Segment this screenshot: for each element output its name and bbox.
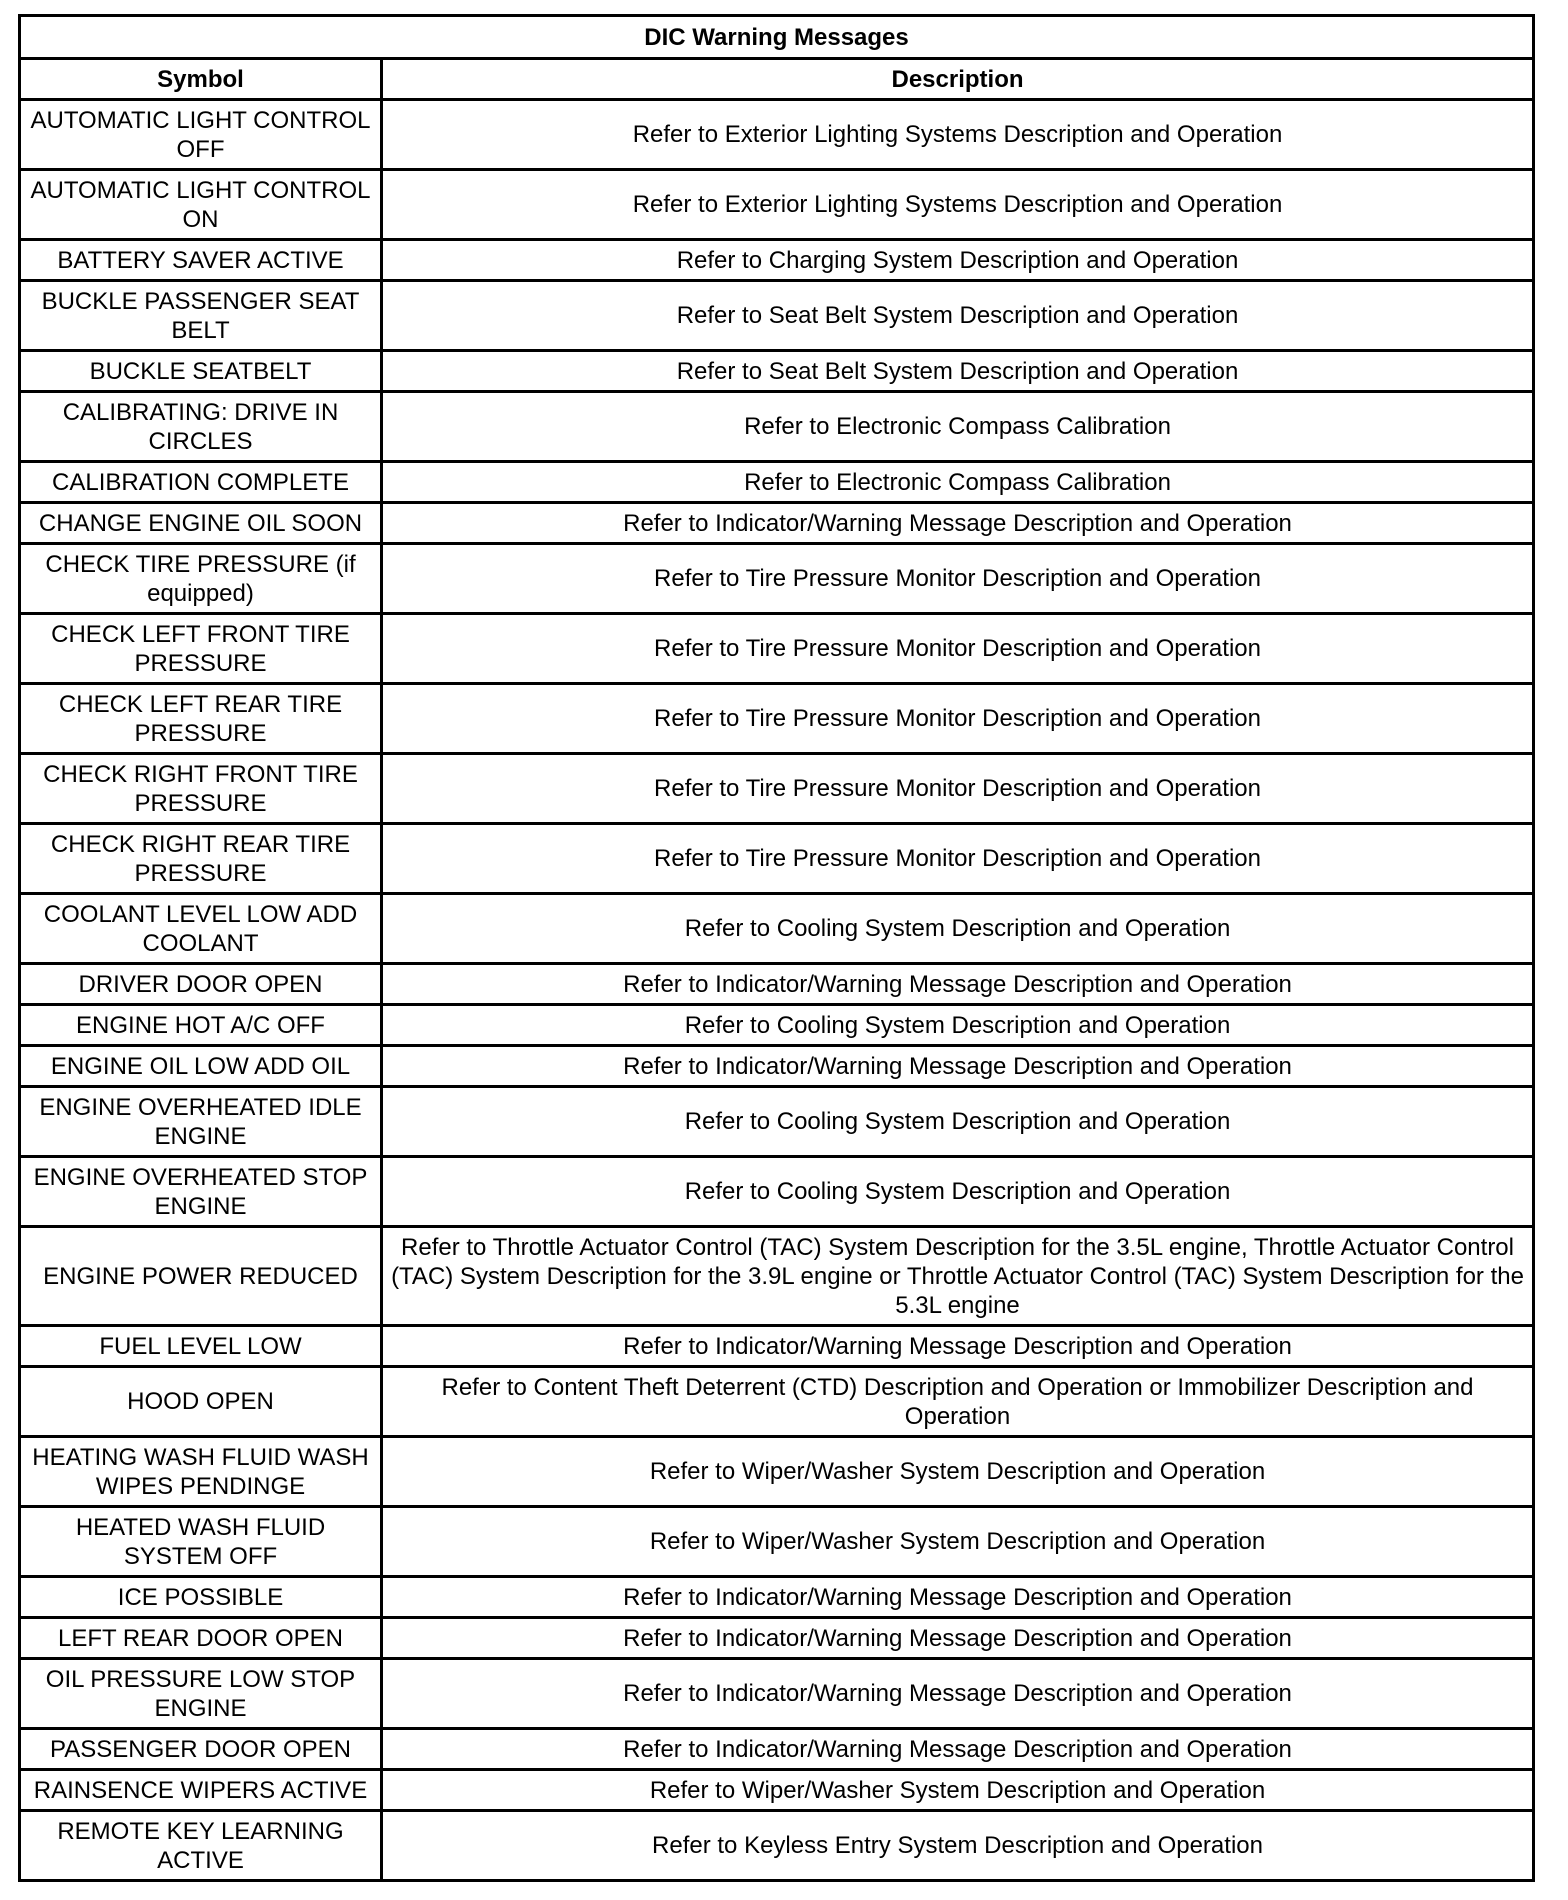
symbol-cell: FUEL LEVEL LOW bbox=[20, 1326, 382, 1367]
description-cell: Refer to Tire Pressure Monitor Description and Operation bbox=[382, 754, 1534, 824]
symbol-cell: AUTOMATIC LIGHT CONTROL ON bbox=[20, 170, 382, 240]
table-row bbox=[20, 754, 1534, 824]
description-cell: Refer to Wiper/Washer System Description and Operation bbox=[382, 1507, 1534, 1577]
description-cell: Refer to Indicator/Warning Message Description and Operation bbox=[382, 1577, 1534, 1618]
symbol-cell: BATTERY SAVER ACTIVE bbox=[20, 240, 382, 281]
description-cell: Refer to Indicator/Warning Message Description and Operation bbox=[382, 1729, 1534, 1770]
table-row bbox=[20, 1227, 1534, 1326]
description-cell: Refer to Content Theft Deterrent (CTD) Description and Operation or Immobilizer Description and Operation bbox=[382, 1367, 1534, 1437]
table-row bbox=[20, 503, 1534, 544]
symbol-cell: CHECK TIRE PRESSURE (if equipped) bbox=[20, 544, 382, 614]
table-row bbox=[20, 1326, 1534, 1367]
symbol-cell: PASSENGER DOOR OPEN bbox=[20, 1729, 382, 1770]
column-header-symbol: Symbol bbox=[20, 59, 382, 100]
symbol-cell: ENGINE OIL LOW ADD OIL bbox=[20, 1046, 382, 1087]
table-row bbox=[20, 684, 1534, 754]
table-row bbox=[20, 1729, 1534, 1770]
symbol-cell: CALIBRATING: DRIVE IN CIRCLES bbox=[20, 392, 382, 462]
symbol-cell: CHECK LEFT REAR TIRE PRESSURE bbox=[20, 684, 382, 754]
table-row bbox=[20, 351, 1534, 392]
symbol-cell: CHECK RIGHT REAR TIRE PRESSURE bbox=[20, 824, 382, 894]
table-row bbox=[20, 1367, 1534, 1437]
symbol-cell: CALIBRATION COMPLETE bbox=[20, 462, 382, 503]
table-row bbox=[20, 1618, 1534, 1659]
description-cell: Refer to Wiper/Washer System Description and Operation bbox=[382, 1437, 1534, 1507]
symbol-cell: ICE POSSIBLE bbox=[20, 1577, 382, 1618]
table-row bbox=[20, 1577, 1534, 1618]
table-row bbox=[20, 1437, 1534, 1507]
table-title-row bbox=[20, 16, 1534, 59]
table-title: DIC Warning Messages bbox=[20, 16, 1534, 59]
table-row bbox=[20, 1811, 1534, 1881]
table-row bbox=[20, 1770, 1534, 1811]
table-row bbox=[20, 614, 1534, 684]
symbol-cell: ENGINE HOT A/C OFF bbox=[20, 1005, 382, 1046]
symbol-cell: CHANGE ENGINE OIL SOON bbox=[20, 503, 382, 544]
table-row bbox=[20, 1659, 1534, 1729]
symbol-cell: HEATING WASH FLUID WASH WIPES PENDINGE bbox=[20, 1437, 382, 1507]
description-cell: Refer to Indicator/Warning Message Description and Operation bbox=[382, 1326, 1534, 1367]
description-cell: Refer to Electronic Compass Calibration bbox=[382, 392, 1534, 462]
table-row bbox=[20, 240, 1534, 281]
description-cell: Refer to Seat Belt System Description and Operation bbox=[382, 281, 1534, 351]
table-row bbox=[20, 1005, 1534, 1046]
table-row bbox=[20, 392, 1534, 462]
symbol-cell: LEFT REAR DOOR OPEN bbox=[20, 1618, 382, 1659]
symbol-cell: DRIVER DOOR OPEN bbox=[20, 964, 382, 1005]
description-cell: Refer to Cooling System Description and Operation bbox=[382, 1157, 1534, 1227]
description-cell: Refer to Indicator/Warning Message Description and Operation bbox=[382, 1659, 1534, 1729]
symbol-cell: CHECK LEFT FRONT TIRE PRESSURE bbox=[20, 614, 382, 684]
description-cell: Refer to Charging System Description and Operation bbox=[382, 240, 1534, 281]
table-row bbox=[20, 964, 1534, 1005]
symbol-cell: CHECK RIGHT FRONT TIRE PRESSURE bbox=[20, 754, 382, 824]
description-cell: Refer to Indicator/Warning Message Description and Operation bbox=[382, 503, 1534, 544]
symbol-cell: ENGINE OVERHEATED IDLE ENGINE bbox=[20, 1087, 382, 1157]
symbol-cell: COOLANT LEVEL LOW ADD COOLANT bbox=[20, 894, 382, 964]
description-cell: Refer to Exterior Lighting Systems Description and Operation bbox=[382, 100, 1534, 170]
description-cell: Refer to Tire Pressure Monitor Description and Operation bbox=[382, 824, 1534, 894]
description-cell: Refer to Wiper/Washer System Description and Operation bbox=[382, 1770, 1534, 1811]
table-header-row bbox=[20, 59, 1534, 100]
symbol-cell: ENGINE OVERHEATED STOP ENGINE bbox=[20, 1157, 382, 1227]
description-cell: Refer to Cooling System Description and Operation bbox=[382, 894, 1534, 964]
description-cell: Refer to Electronic Compass Calibration bbox=[382, 462, 1534, 503]
symbol-cell: AUTOMATIC LIGHT CONTROL OFF bbox=[20, 100, 382, 170]
description-cell: Refer to Tire Pressure Monitor Description and Operation bbox=[382, 544, 1534, 614]
table-row bbox=[20, 462, 1534, 503]
table-row bbox=[20, 1157, 1534, 1227]
description-cell: Refer to Seat Belt System Description and Operation bbox=[382, 351, 1534, 392]
description-cell: Refer to Tire Pressure Monitor Description and Operation bbox=[382, 684, 1534, 754]
description-cell: Refer to Cooling System Description and Operation bbox=[382, 1087, 1534, 1157]
description-cell: Refer to Exterior Lighting Systems Description and Operation bbox=[382, 170, 1534, 240]
table-row bbox=[20, 1046, 1534, 1087]
dic-warning-messages-table bbox=[18, 14, 1535, 1882]
symbol-cell: REMOTE KEY LEARNING ACTIVE bbox=[20, 1811, 382, 1881]
table-row bbox=[20, 100, 1534, 170]
symbol-cell: BUCKLE PASSENGER SEAT BELT bbox=[20, 281, 382, 351]
description-cell: Refer to Tire Pressure Monitor Description and Operation bbox=[382, 614, 1534, 684]
description-cell: Refer to Indicator/Warning Message Description and Operation bbox=[382, 1046, 1534, 1087]
description-cell: Refer to Cooling System Description and Operation bbox=[382, 1005, 1534, 1046]
table-row bbox=[20, 170, 1534, 240]
description-cell: Refer to Indicator/Warning Message Description and Operation bbox=[382, 1618, 1534, 1659]
table-row bbox=[20, 824, 1534, 894]
description-cell: Refer to Keyless Entry System Description and Operation bbox=[382, 1811, 1534, 1881]
symbol-cell: ENGINE POWER REDUCED bbox=[20, 1227, 382, 1326]
symbol-cell: BUCKLE SEATBELT bbox=[20, 351, 382, 392]
symbol-cell: HOOD OPEN bbox=[20, 1367, 382, 1437]
symbol-cell: OIL PRESSURE LOW STOP ENGINE bbox=[20, 1659, 382, 1729]
table-row bbox=[20, 894, 1534, 964]
description-cell: Refer to Indicator/Warning Message Description and Operation bbox=[382, 964, 1534, 1005]
column-header-description: Description bbox=[382, 59, 1534, 100]
table-row bbox=[20, 281, 1534, 351]
symbol-cell: HEATED WASH FLUID SYSTEM OFF bbox=[20, 1507, 382, 1577]
table-row bbox=[20, 1087, 1534, 1157]
table-row bbox=[20, 1507, 1534, 1577]
description-cell: Refer to Throttle Actuator Control (TAC) System Description for the 3.5L engine, Throttle Actuator Control (TAC) System Description for the 3.9L engine or Throttle Actuator Control (TAC) System Description for the 5.3L engine bbox=[382, 1227, 1534, 1326]
symbol-cell: RAINSENCE WIPERS ACTIVE bbox=[20, 1770, 382, 1811]
table-row bbox=[20, 544, 1534, 614]
